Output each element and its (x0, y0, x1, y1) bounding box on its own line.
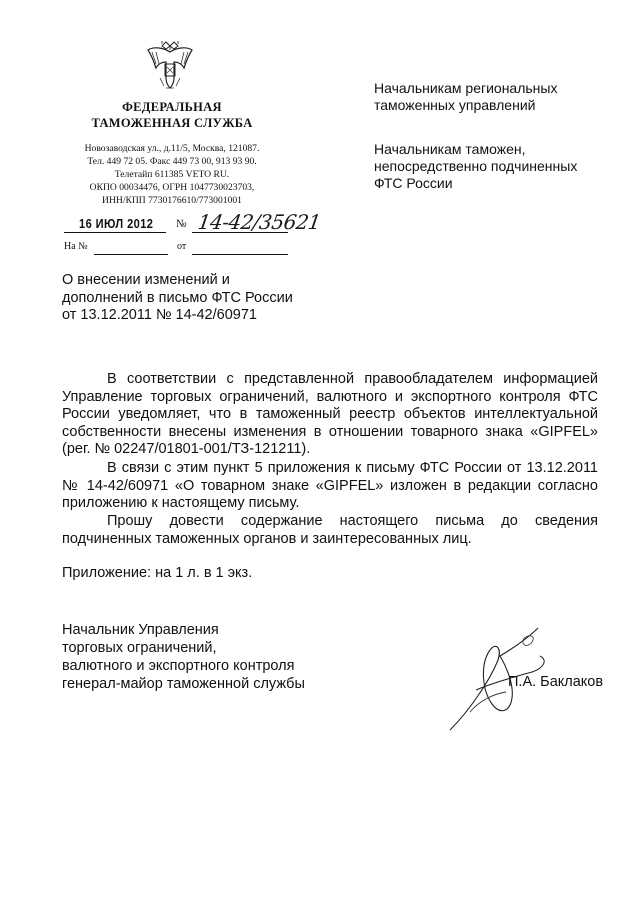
agency-name-line1: ФЕДЕРАЛЬНАЯ (122, 100, 222, 114)
body-paragraph-2: В связи с этим пункт 5 приложения к письму ФТС России от 13.12.2011 № 14-42/60971 «О товарном знаке «GIPFEL» изложен в редакции согласно приложению к настоящему письму. (62, 460, 598, 511)
addressee-line: Начальникам региональных (374, 80, 558, 96)
signer-title-line: торговых ограничений, (62, 640, 217, 656)
contact-line: Новозаводская ул., д.11/5, Москва, 121087. (84, 143, 260, 154)
number-symbol: № (176, 218, 187, 230)
reference-date-label: от (177, 241, 187, 252)
attachment-note: Приложение: на 1 л. в 1 экз. (62, 565, 253, 581)
addressee-line: ФТС России (374, 175, 453, 191)
agency-name-line2: ТАМОЖЕННАЯ СЛУЖБА (91, 116, 253, 130)
letter-subject (62, 272, 302, 325)
reference-number-label: На № (64, 241, 88, 252)
coat-of-arms-icon (146, 40, 194, 92)
signer-title-line: Начальник Управления (62, 622, 219, 638)
date-underline (64, 232, 166, 233)
signer-title (62, 621, 322, 693)
body-paragraph-3: Прошу довести содержание настоящего письма до сведения подчиненных таможенных органов и заинтересованных лиц. (62, 513, 598, 547)
contact-line: Тел. 449 72 05. Факс 449 73 00, 913 93 90. (87, 156, 257, 167)
addressee-line: таможенных управлений (374, 97, 536, 113)
subject-line: дополнений в письмо ФТС России (62, 289, 293, 306)
registration-date: 16 ИЮЛ 2012 (79, 216, 154, 231)
body-paragraph-1: В соответствии с представленной правообладателем информацией Управление торговых ограничений, валютного и экспортного контроля ФТС России уведомляет, что в таможенный реестр объектов интеллектуальной собственности внесены изменения в отношении товарного знака «GIPFEL» (рег. № 02247/01801-001/ТЗ-121211). (62, 371, 598, 457)
number-underline (192, 232, 288, 233)
addressee-line: непосредственно подчиненных (374, 158, 578, 174)
contact-line: ИНН/КПП 7730176610/773001001 (102, 195, 242, 206)
reference-number-line (94, 254, 168, 255)
addressee-line: Начальникам таможен, (374, 141, 526, 157)
contact-line: Телетайп 611385 VETO RU. (114, 169, 230, 180)
reference-date-line (192, 254, 288, 255)
signer-title-line: валютного и экспортного контроля (62, 658, 295, 674)
subject-line: от 13.12.2011 № 14-42/60971 (62, 307, 257, 323)
signer-name: П.А. Баклаков (508, 674, 604, 690)
contact-line: ОКПО 00034476, ОГРН 1047730023703, (89, 182, 255, 193)
subject-line: О внесении изменений и (62, 272, 230, 288)
signer-title-line: генерал-майор таможенной службы (62, 676, 305, 692)
registration-number: 14-42/35621 (196, 210, 323, 234)
